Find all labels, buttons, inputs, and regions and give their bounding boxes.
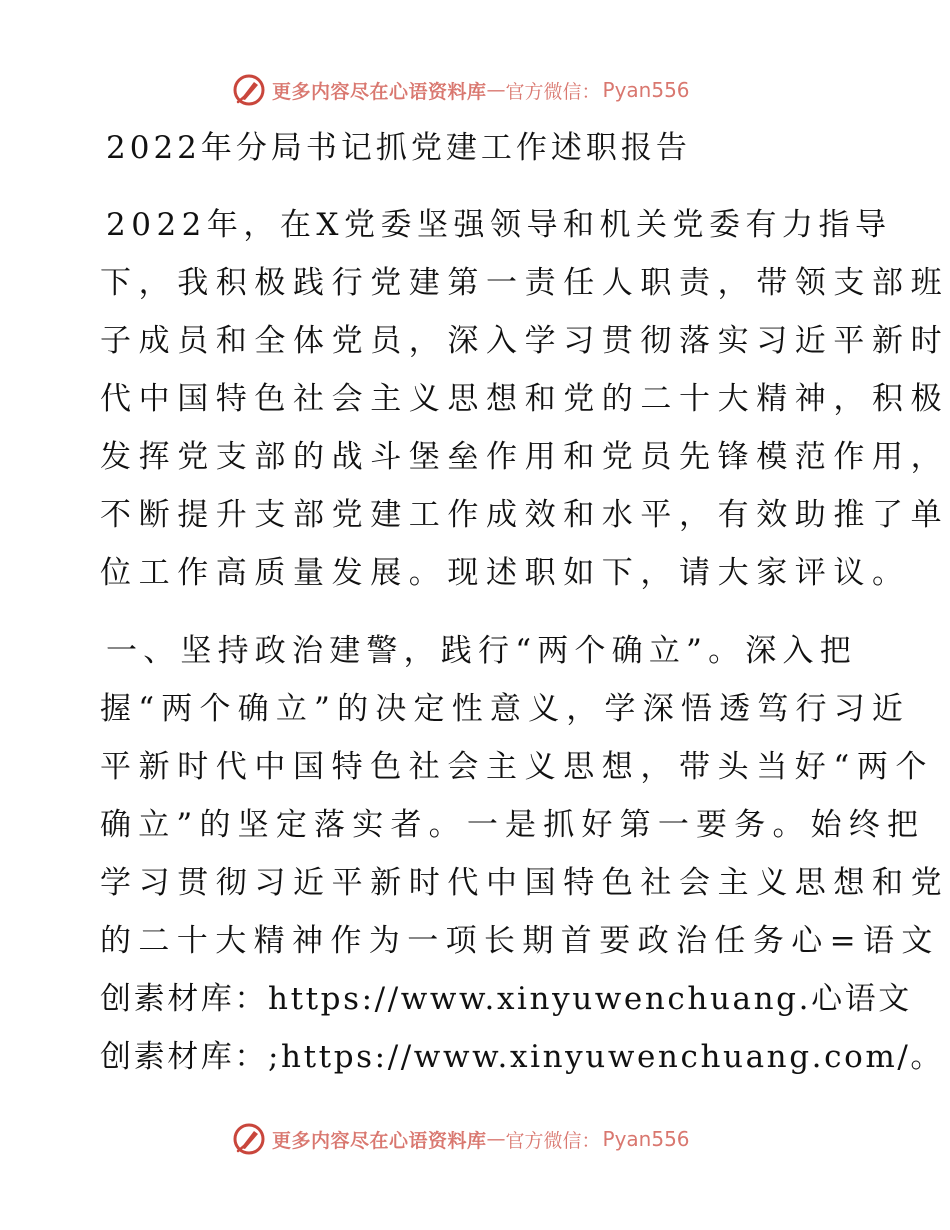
text-line: 创素材库：https://www.xinyuwenchuang.心语文	[100, 981, 912, 1017]
watermark-wechat-label: 官方微信：	[505, 80, 601, 103]
text-line: 一、坚持政治建警，践行“两个确立”。深入把	[106, 633, 857, 669]
text-line: 握“两个确立”的决定性意义，学深悟透笃行习近	[100, 691, 911, 727]
text-line: 子成员和全体党员，深入学习贯彻落实习近平新时	[100, 323, 950, 359]
text-line: 平新时代中国特色社会主义思想，带头当好“两个	[100, 749, 935, 785]
quill-logo-icon	[232, 1122, 266, 1156]
text-line: 创素材库：;https://www.xinyuwenchuang.com/。	[100, 1039, 944, 1075]
watermark-promo-text: 更多内容尽在心语资料库	[272, 80, 487, 103]
document-title: 2022年分局书记抓党建工作述职报告	[106, 130, 691, 166]
footer-watermark-banner	[232, 1121, 690, 1157]
text-line: 发挥党支部的战斗堡垒作用和党员先锋模范作用，	[100, 439, 950, 475]
text-line: 位工作高质量发展。现述职如下，请大家评议。	[100, 555, 911, 591]
header-watermark-banner	[232, 72, 690, 108]
watermark-wechat-id: Pyan556	[602, 78, 690, 102]
text-line: 2022年，在X党委坚强领导和机关党委有力指导	[106, 207, 892, 243]
watermark-promo-text: 更多内容尽在心语资料库	[272, 1129, 487, 1152]
watermark-separator: —	[486, 1128, 506, 1150]
watermark-wechat-id: Pyan556	[602, 1127, 690, 1151]
text-line: 的二十大精神作为一项长期首要政治任务心=语文	[100, 923, 940, 959]
text-line: 下，我积极践行党建第一责任人职责，带领支部班	[100, 265, 950, 301]
quill-logo-icon	[232, 73, 266, 107]
text-line: 不断提升支部党建工作成效和水平，有效助推了单	[100, 497, 950, 533]
text-line: 确立”的坚定落实者。一是抓好第一要务。始终把	[100, 807, 926, 843]
watermark-separator: —	[486, 79, 506, 101]
text-line: 代中国特色社会主义思想和党的二十大精神，积极	[100, 381, 950, 417]
text-line: 学习贯彻习近平新时代中国特色社会主义思想和党	[100, 865, 950, 901]
watermark-wechat-label: 官方微信：	[505, 1129, 601, 1152]
